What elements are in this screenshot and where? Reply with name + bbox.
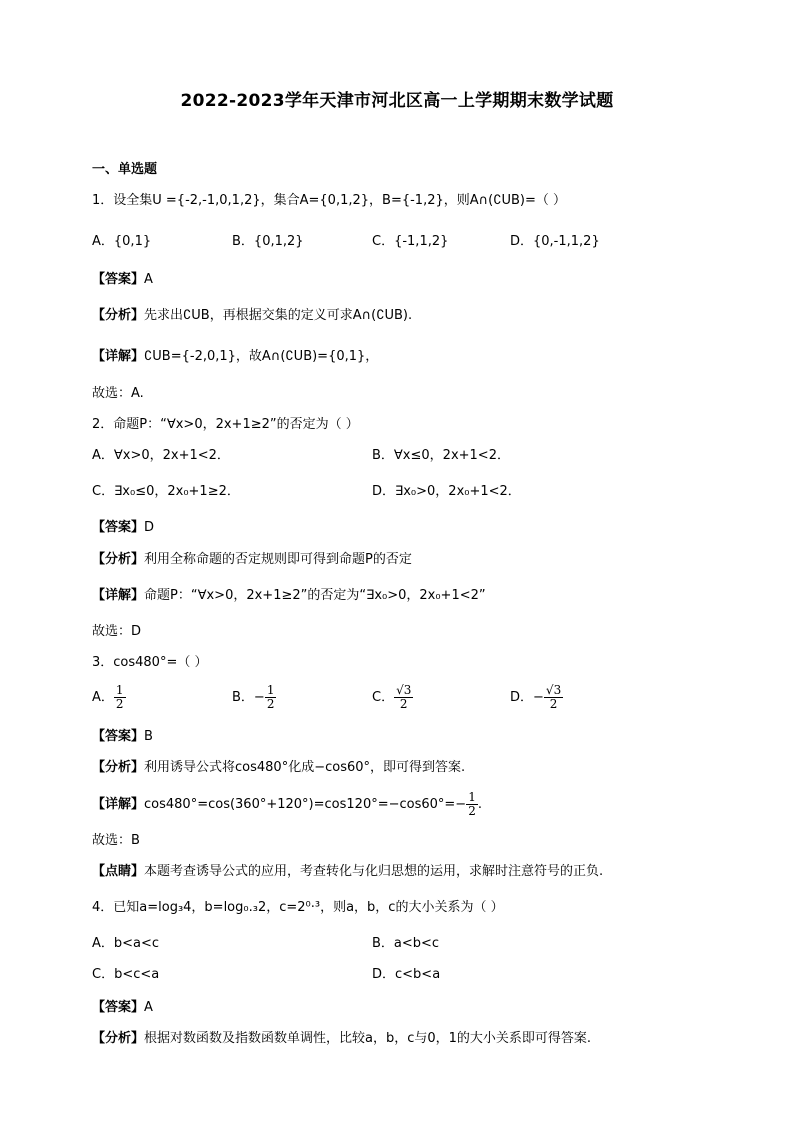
q3-analysis <box>92 758 465 778</box>
fraction-denominator: 2 <box>549 697 558 711</box>
q1-option-a: A．{0,1} <box>92 234 152 249</box>
q2-detail <box>92 586 486 606</box>
q2-answer <box>92 518 154 538</box>
option-fraction <box>265 684 277 711</box>
analysis-text: 利用诱导公式将cos480°化成−cos60°，即可得到答案. <box>144 760 466 775</box>
answer-label: 【答案】 <box>92 1000 145 1015</box>
q2-option-a: A．∀x>0，2x+1<2． <box>92 448 230 463</box>
fraction-numerator: 1 <box>115 683 124 697</box>
answer-value: A <box>144 272 153 287</box>
fraction-numerator: 1 <box>266 683 275 697</box>
q1-option-d: D．{0,-1,1,2} <box>510 234 600 249</box>
q1-analysis <box>92 306 412 326</box>
answer-value: A <box>144 1000 153 1015</box>
q3-stem: 3．cos480°=（ ） <box>92 655 208 670</box>
q1-choice: 故选：A. <box>92 386 144 401</box>
q4-option-b: B．a<b<c <box>372 936 440 951</box>
option-fraction <box>394 684 413 711</box>
fraction-numerator: 1 <box>468 790 476 804</box>
fraction-denominator: 2 <box>399 697 408 711</box>
q2-stem: 2．命题P：“∀x>0，2x+1≥2”的否定为（ ） <box>92 417 359 432</box>
answer-label: 【答案】 <box>92 272 145 287</box>
option-fraction <box>544 684 563 711</box>
q4-answer <box>92 998 153 1018</box>
analysis-text: 利用全称命题的否定规则即可得到命题P的否定 <box>144 552 412 567</box>
detail-label: 【详解】 <box>92 588 145 603</box>
analysis-label: 【分析】 <box>92 1031 145 1046</box>
page-title: 2022-2023学年天津市河北区高一上学期期末数学试题 <box>180 91 614 111</box>
q3-answer <box>92 727 153 747</box>
q3-option-d <box>510 684 563 711</box>
q1-option-b: B．{0,1,2} <box>232 234 304 249</box>
comment-text: 本题考查诱导公式的应用，考查转化与化归思想的运用，求解时注意符号的正负. <box>144 864 604 879</box>
option-label: B． <box>232 690 254 705</box>
q1-answer <box>92 270 153 290</box>
analysis-label: 【分析】 <box>92 308 145 323</box>
detail-text: 命题P：“∀x>0，2x+1≥2”的否定为“∃x₀>0，2x₀+1<2” <box>144 588 486 603</box>
answer-value: D <box>144 520 155 535</box>
q2-option-d: D．∃x₀>0，2x₀+1<2． <box>372 484 521 499</box>
q4-option-a: A．b<a<c <box>92 936 160 951</box>
q3-option-b <box>232 684 276 711</box>
answer-value: B <box>144 729 153 744</box>
analysis-label: 【分析】 <box>92 760 145 775</box>
q4-stem: 4．已知a=log₃4，b=log₀.₃2，c=2⁰·³，则a，b，c的大小关系为（ ） <box>92 900 504 915</box>
section-heading: 一、单选题 <box>92 162 158 177</box>
q4-analysis <box>92 1029 591 1049</box>
detail-text: cos480°=cos(360°+120°)=cos120°=−cos60°=− <box>144 797 467 812</box>
fraction-denominator: 2 <box>115 697 124 711</box>
q1-detail <box>92 347 378 367</box>
detail-text: ∁UB={-2,0,1}，故A∩(∁UB)={0,1}， <box>144 349 379 364</box>
option-label: C． <box>372 690 395 705</box>
q3-comment <box>92 862 603 882</box>
fraction-denominator: 2 <box>266 697 275 711</box>
fraction-denominator: 2 <box>468 804 476 818</box>
option-label: A． <box>92 690 114 705</box>
detail-label: 【详解】 <box>92 349 145 364</box>
q2-option-b: B．∀x≤0，2x+1<2． <box>372 448 510 463</box>
q1-stem: 1．设全集U ={-2,-1,0,1,2}，集合A={0,1,2}，B={-1,2}，则A∩(∁UB)=（ ） <box>92 193 567 208</box>
option-fraction <box>114 684 126 711</box>
q2-option-c: C．∃x₀≤0，2x₀+1≥2． <box>92 484 240 499</box>
detail-label: 【详解】 <box>92 797 145 812</box>
q3-option-a <box>92 684 126 711</box>
detail-fraction <box>466 791 478 818</box>
answer-label: 【答案】 <box>92 520 145 535</box>
analysis-label: 【分析】 <box>92 552 145 567</box>
option-sign: − <box>253 690 265 705</box>
option-sign: − <box>533 690 544 705</box>
fraction-numerator: √3 <box>396 683 412 697</box>
q4-option-d: D．c<b<a <box>372 967 441 982</box>
q2-choice: 故选：D <box>92 624 142 639</box>
detail-end: . <box>477 797 482 812</box>
q4-option-c: C．b<c<a <box>92 967 160 982</box>
q3-option-c <box>372 684 413 711</box>
analysis-text: 先求出∁UB，再根据交集的定义可求A∩(∁UB). <box>144 308 413 323</box>
q2-analysis <box>92 550 412 570</box>
q3-detail <box>92 791 482 818</box>
fraction-numerator: √3 <box>545 683 562 697</box>
answer-label: 【答案】 <box>92 729 145 744</box>
analysis-text: 根据对数函数及指数函数单调性，比较a，b，c与0，1的大小关系即可得答案. <box>144 1031 592 1046</box>
option-label: D． <box>510 690 534 705</box>
comment-label: 【点睛】 <box>92 864 145 879</box>
q3-choice: 故选：B <box>92 833 140 848</box>
q1-option-c: C．{-1,1,2} <box>372 234 449 249</box>
